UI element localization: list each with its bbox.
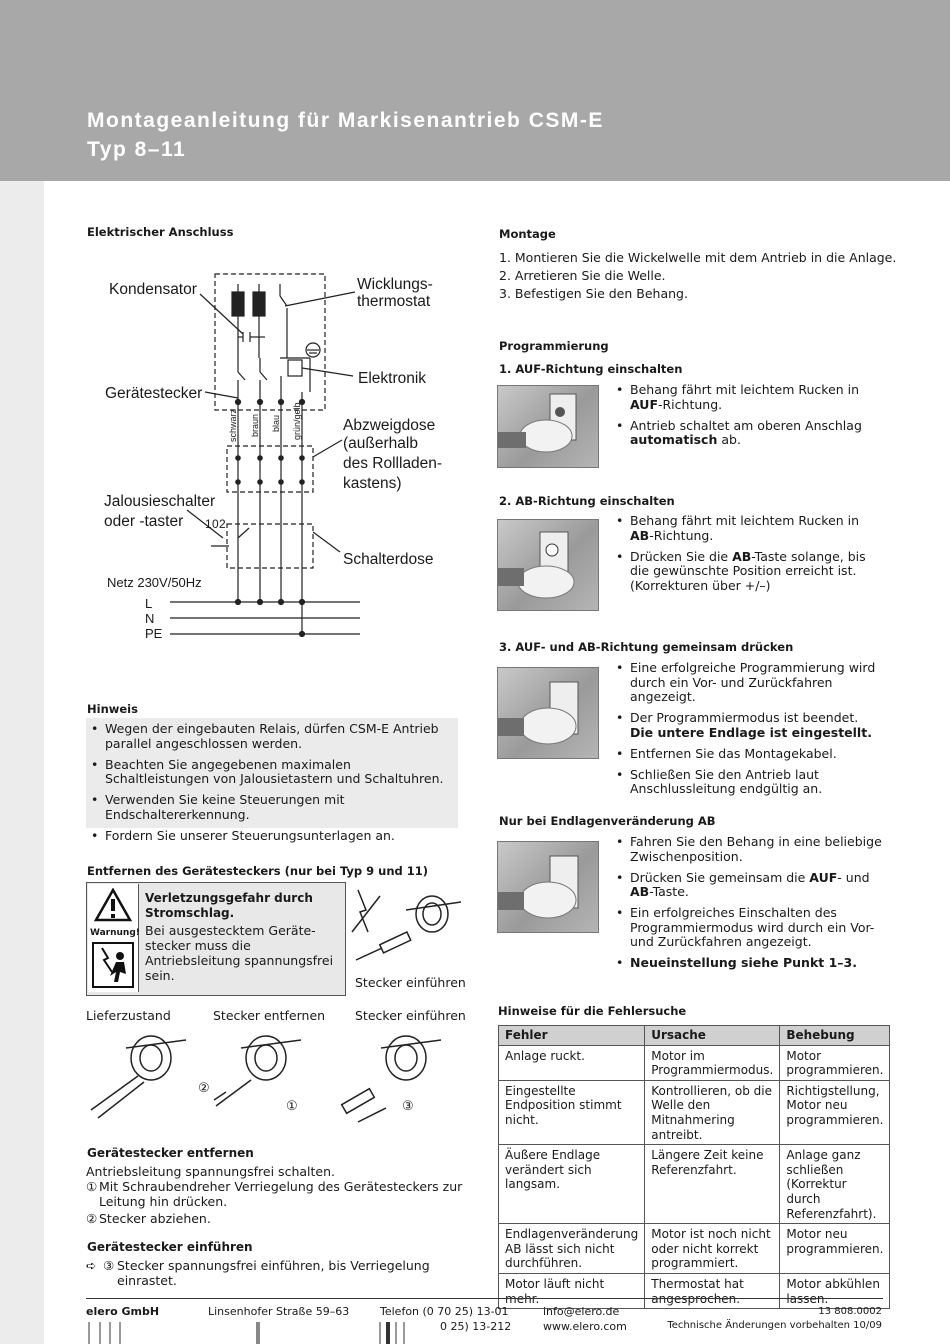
section-heading-programmierung: Programmierung: [499, 339, 609, 353]
remove-step-2-num: ②: [86, 1211, 98, 1226]
table-header-row: [499, 1026, 890, 1046]
label-schalterdose: Schalterdose: [343, 551, 434, 568]
text: -Richtung.: [649, 527, 714, 543]
footer-barcode-marks: [86, 1322, 446, 1344]
section-heading-montage: Montage: [499, 227, 556, 241]
section-heading-elektrisch: Elektrischer Anschluss: [87, 225, 234, 239]
label-jalousie-2: oder -taster: [104, 513, 184, 530]
section-heading-entfernen: Entfernen des Gerätesteckers (nur bei Typ 9 und 11): [87, 864, 429, 878]
label-switch-0: 0: [212, 517, 219, 531]
prog-endlage-bullet: • Fahren Sie den Behang in eine beliebige Zwischenposition.: [616, 835, 886, 864]
footer-rule: [86, 1298, 883, 1299]
troubleshooting-table: [498, 1025, 890, 1309]
table-row: [499, 1224, 890, 1274]
hinweis-item: • Fordern Sie unserer Steuerungsunterlagen an.: [91, 829, 450, 844]
label-wicklung-1: Wicklungs-: [357, 276, 433, 293]
insert-step-num: ③: [103, 1258, 115, 1273]
warning-icon-panel: [88, 884, 139, 992]
prog-step-3-bullet: • Eine erfolgreiche Programmierung wird durch ein Vor- und Zurückfahren angezeigt.: [616, 661, 891, 705]
text: - und: [837, 869, 870, 885]
text: Behang fährt mit leichtem Rucken in: [630, 382, 860, 397]
capacitor-1: [232, 292, 244, 316]
label-netz: Netz 230V/50Hz: [107, 575, 202, 590]
label-N: N: [145, 611, 155, 626]
heading-stecker-einfuehren: Gerätestecker einführen: [87, 1240, 253, 1254]
footer-phone: Telefon (0 70 25) 13-01: [380, 1305, 509, 1318]
table-cell: Äußere Endlage verändert sich langsam.: [499, 1145, 645, 1224]
hinweis-box: [86, 718, 458, 843]
lightning-icon: [358, 890, 368, 932]
prog-endlage-list: [616, 835, 886, 977]
prog-endlage-bullet: • Ein erfolgreiches Einschalten des Programmiermodus wird durch ein Vor- und Zurückfahren angezeigt.: [616, 906, 886, 950]
label-PE: PE: [145, 626, 163, 641]
table-row: [499, 1145, 890, 1224]
table-cell: Endlagenveränderung AB lässt sich nicht durchführen.: [499, 1224, 645, 1274]
text: -Taste.: [649, 884, 689, 899]
montage-step: 3. Befestigen Sie den Behang.: [499, 286, 688, 301]
page-title: [87, 106, 604, 164]
text-bold: Die untere Endlage ist eingestellt.: [630, 724, 872, 740]
text-bold: AUF: [630, 396, 658, 412]
prog-endlage-bullet: [616, 956, 886, 971]
prog-step-3-bullet: • Schließen Sie den Antrieb laut Anschlussleitung endgültig an.: [616, 768, 891, 797]
label-switch-2: 2: [219, 517, 226, 531]
column-header: Fehler: [499, 1026, 645, 1046]
prog-step-3-heading: 3. AUF- und AB-Richtung gemeinsam drücken: [499, 640, 794, 654]
table-cell: Anlage ruckt.: [499, 1045, 645, 1080]
remove-step-1-num: ①: [86, 1179, 98, 1194]
plug-sequence-illustration: [86, 1026, 466, 1136]
wire-label-gruengelb: grün/gelb: [292, 402, 302, 440]
text: Drücken Sie die: [630, 548, 733, 564]
prog-step-1-heading: 1. AUF-Richtung einschalten: [499, 362, 683, 376]
prog-endlage-heading: Nur bei Endlagenveränderung AB: [499, 814, 716, 828]
text: Behang fährt mit leichtem Rucken in: [630, 513, 860, 528]
column-header: Behebung: [780, 1026, 890, 1046]
caption-stecker-einfuehren: Stecker einführen: [355, 1008, 466, 1023]
photo-hand-remote-3: [497, 667, 599, 759]
table-row: [499, 1273, 890, 1308]
prog-step-1-bullet: [616, 419, 886, 448]
prog-step-1-list: [616, 383, 886, 454]
prog-step-1-bullet: [616, 383, 886, 412]
insert-arrow-icon: ➪: [86, 1258, 97, 1273]
text-bold: AB: [630, 884, 650, 899]
prog-step-2-heading: 2. AB-Richtung einschalten: [499, 494, 675, 508]
label-abzweig-4: kastens): [343, 475, 402, 492]
table-cell: Motor neu programmieren.: [780, 1224, 890, 1274]
table-cell: Richtigstellung, Motor neu programmieren.: [780, 1080, 890, 1144]
heading-stecker-entfernen: Gerätestecker entfernen: [87, 1146, 254, 1160]
column-header: Ursache: [645, 1026, 780, 1046]
footer-changes: Technische Änderungen vorbehalten 10/09: [667, 1320, 882, 1331]
text: Drücken Sie gemeinsam die: [630, 869, 810, 885]
prog-step-2-bullet: [616, 514, 886, 543]
wire-label-blau: blau: [271, 414, 281, 432]
title-line-1: Montageanleitung für Markisenantrieb CSM-E: [87, 109, 604, 132]
wire-label-schwarz: schwarz: [228, 408, 238, 442]
section-heading-fehlersuche: Hinweise für die Fehlersuche: [498, 1004, 687, 1018]
label-jalousie-1: Jalousieschalter: [104, 493, 216, 510]
hinweis-item: • Wegen der eingebauten Relais, dürfen CSM-E Antrieb parallel angeschlossen werden.: [91, 722, 450, 751]
wiring-diagram: [95, 262, 465, 642]
relay-box: [288, 360, 302, 376]
text: ab.: [717, 432, 741, 447]
label-kondensator: Kondensator: [109, 281, 197, 298]
prog-step-2-list: [616, 514, 886, 600]
caption-top-stecker: Stecker einführen: [355, 975, 466, 990]
section-heading-hinweis: Hinweis: [87, 702, 138, 716]
table-cell: Motor ist noch nicht oder nicht korrekt programmiert.: [645, 1224, 780, 1274]
photo-hand-remote-2: [497, 519, 599, 611]
step-num-2: ②: [198, 1080, 210, 1095]
table-cell: Anlage ganz schließen (Korrektur durch Referenzfahrt).: [780, 1145, 890, 1224]
label-elektronik: Elektronik: [358, 370, 427, 387]
label-abzweig-2: (außerhalb: [343, 435, 418, 452]
remove-step-2: Stecker abziehen.: [99, 1211, 211, 1226]
table-row: [499, 1080, 890, 1144]
prog-step-2-bullet: [616, 550, 886, 594]
warning-text: Bei ausgestecktem Geräte-stecker muss die Antriebsleitung spannungsfrei sein.: [145, 923, 334, 983]
caption-stecker-entfernen: Stecker entfernen: [213, 1008, 326, 1023]
text-bold: automatisch: [630, 432, 718, 447]
junction-box: [227, 446, 313, 492]
footer-web[interactable]: www.elero.com: [543, 1320, 627, 1333]
left-margin-bar: [0, 181, 44, 1344]
text: -Taste solange, bis die gewünschte Position erreicht ist. (Korrekturen über +/–): [630, 548, 866, 593]
table-cell: Eingestellte Endposition stimmt nicht.: [499, 1080, 645, 1144]
table-cell: Kontrollieren, ob die Welle den Mitnahmering antreibt.: [645, 1080, 780, 1144]
footer-email[interactable]: info@elero.de: [543, 1305, 620, 1318]
warning-label: Warnung!: [90, 928, 140, 938]
footer-fax: 0 25) 13-212: [440, 1320, 512, 1333]
label-abzweig-3: des Rollladen-: [343, 455, 443, 472]
prog-step-3-list: [616, 661, 891, 803]
warning-triangle-icon: [94, 888, 132, 922]
label-switch-1: 1: [205, 517, 212, 531]
footer-address: Linsenhofer Straße 59–63: [208, 1305, 350, 1318]
text-bold: AB: [630, 527, 650, 543]
label-geraetestecker: Gerätestecker: [105, 385, 203, 402]
text: -Richtung.: [657, 396, 723, 412]
switch-box: [227, 524, 313, 568]
caption-lieferzustand: Lieferzustand: [86, 1008, 171, 1023]
step-num-3: ③: [402, 1098, 414, 1113]
wire-label-braun: braun: [250, 413, 260, 437]
photo-hand-remote-4: [497, 841, 599, 933]
table-cell: Längere Zeit keine Referenzfahrt.: [645, 1145, 780, 1224]
footer-docnum: 13 808.0002: [818, 1306, 882, 1317]
text-bold: AB: [732, 548, 752, 564]
table-cell: Motor abkühlen lassen.: [780, 1273, 890, 1308]
photo-hand-remote-1: [497, 385, 599, 468]
table-cell: Motor im Programmiermodus.: [645, 1045, 780, 1080]
remove-line-1: Antriebsleitung spannungsfrei schalten.: [86, 1164, 335, 1179]
hinweis-item: • Verwenden Sie keine Steuerungen mit Endschaltererkennung.: [91, 793, 450, 822]
remove-step-1: Mit Schraubendreher Verriegelung des Gerätesteckers zur Leitung hin drücken.: [99, 1179, 463, 1209]
label-abzweig-1: Abzweigdose: [343, 417, 436, 434]
montage-step: 1. Montieren Sie die Wickelwelle mit dem Antrieb in die Anlage.: [499, 250, 897, 265]
plug-insert-illustration-top: [346, 882, 466, 970]
step-num-1: ①: [286, 1098, 298, 1113]
text-bold: AUF: [809, 869, 838, 885]
prog-endlage-bullet: [616, 871, 886, 900]
montage-step: 2. Arretieren Sie die Welle.: [499, 268, 666, 283]
table-cell: Motor läuft nicht mehr.: [499, 1273, 645, 1308]
label-L: L: [145, 596, 153, 611]
insert-step: Stecker spannungsfrei einführen, bis Verriegelung einrastet.: [117, 1258, 430, 1288]
prog-step-3-bullet: • Entfernen Sie das Montagekabel.: [616, 747, 891, 762]
text: Der Programmiermodus ist beendet.: [630, 710, 859, 725]
warning-title: Verletzungsgefahr durch Stromschlag.: [145, 891, 313, 920]
table-row: [499, 1045, 890, 1080]
label-wicklung-2: thermostat: [357, 293, 431, 310]
hinweis-item: • Beachten Sie angegebenen maximalen Schaltleistungen von Jalousietastern und Schaltuhren.: [91, 758, 450, 787]
capacitor-2: [253, 292, 265, 316]
montage-steps: [499, 249, 899, 303]
text: Antrieb schaltet am oberen Anschlag: [630, 417, 862, 433]
table-cell: Motor programmieren.: [780, 1045, 890, 1080]
footer-company: elero GmbH: [86, 1305, 160, 1318]
electric-shock-icon: [92, 942, 134, 988]
text-bold: Neueinstellung siehe Punkt 1–3.: [630, 955, 857, 970]
prog-step-3-bullet: [616, 711, 891, 740]
table-cell: Thermostat hat angesprochen.: [645, 1273, 780, 1308]
hinweis-list: [86, 718, 458, 843]
title-line-2: Typ 8–11: [87, 138, 187, 161]
warning-box: [86, 882, 346, 996]
